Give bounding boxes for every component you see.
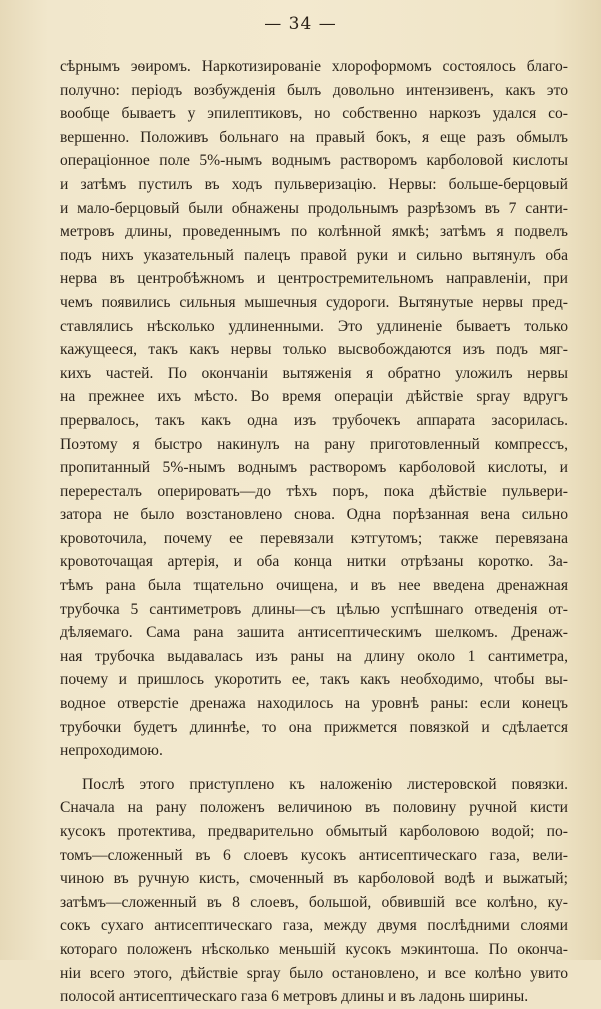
- text-line: чемъ появились сильныя мышечныя судороги. Вытянутые нервы пред-: [60, 293, 568, 311]
- text-line: ставлялись нѣсколько удлиненными. Это удлиненіе бываетъ только: [60, 317, 568, 335]
- text-line: водное отверстіе дренажа находилось на уровнѣ раны: если конецъ: [60, 695, 568, 713]
- text-line: Поэтому я быстро накинулъ на рану приготовленный компрессъ,: [60, 435, 568, 453]
- text-line: ная трубочка выдавалась изъ раны на длину около 1 сантиметра,: [60, 647, 568, 665]
- text-line: метровъ длины, проведеннымъ по колѣнной ямкѣ; затѣмъ я подвелъ: [60, 223, 568, 241]
- text-line: и мало-берцовый были обнажены продольнымъ разрѣзомъ въ 7 санти-: [60, 199, 568, 217]
- text-line: вообще бываетъ у эпилептиковъ, но собственно наркозъ удался со-: [60, 105, 568, 123]
- text-line: сокъ сухаго антисептическаго газа, между двумя послѣдними слоями: [60, 917, 568, 935]
- text-line: сѣрнымъ эѳиромъ. Наркотизированіе хлороформомъ состоялось благо-: [60, 58, 568, 75]
- paragraph-gap: [60, 763, 568, 773]
- text-line: кихъ частей. По окончаніи вытяженія я обратно уложилъ нервы: [60, 364, 568, 382]
- text-line: почему и пришлось укоротить ее, такъ какъ необходимо, чтобы вы-: [60, 671, 568, 689]
- page-number: — 34 —: [264, 14, 337, 34]
- text-line: на прежнее ихъ мѣсто. Во время операціи дѣйствіе spray вдругъ: [60, 388, 568, 406]
- text-line: вершенно. Положивъ больнаго на правый бокъ, я еще разъ обмылъ: [60, 128, 568, 146]
- text-line: подъ нихъ указательный палецъ правой руки и сильно вытянулъ оба: [60, 246, 568, 264]
- text-line: Сначала на рану положенъ величиною въ половину ручной кисти: [60, 799, 568, 817]
- text-line: кровоточила, почему ее перевязали кэтгутомъ; также перевязана: [60, 529, 568, 547]
- text-line: пропитанный 5%-нымъ воднымъ растворомъ карболовой кислоты, и: [60, 459, 568, 477]
- paragraph: [60, 773, 568, 1009]
- text-line: тѣмъ рана была тщательно очищена, и въ нее введена дренажная: [60, 577, 568, 595]
- paragraph: [60, 55, 568, 763]
- text-line: нерва въ центробѣжномъ и центростремительномъ направленіи, при: [60, 270, 568, 288]
- text-line: дѣляемаго. Сама рана зашита антисептическимъ шелкомъ. Дренаж-: [60, 624, 568, 642]
- text-line: непроходимою.: [60, 742, 163, 760]
- text-line: перересталъ оперировать—до тѣхъ поръ, пока дѣйствіе пульвери-: [60, 482, 568, 500]
- text-line: кажущееся, такъ какъ нервы только высвобождаются изъ подъ мяг-: [60, 341, 568, 359]
- text-line: чиною въ ручную кисть, смоченный въ карболовой водѣ и выжатый;: [60, 870, 568, 888]
- text-line: Послѣ этого приступлено къ наложенію листеровской повязки.: [82, 775, 568, 793]
- text-line: кровоточащая артерія, и оба конца нитки отрѣзаны коротко. За-: [60, 553, 568, 571]
- text-line: и затѣмъ пустилъ въ ходъ пульверизацію. Нервы: больше-берцовый: [60, 175, 568, 193]
- body-text: [60, 55, 568, 1009]
- text-line: операціонное поле 5%-нымъ воднымъ растворомъ карболовой кислоты: [60, 152, 568, 170]
- text-line: прервалось, такъ какъ одна изъ трубочекъ аппарата засорилась.: [60, 411, 568, 429]
- text-line: котораго положенъ нѣсколько меньшій кусокъ мэкинтоша. По оконча-: [60, 940, 568, 958]
- text-line: кусокъ протектива, предварительно обмытый карболовою водой; по-: [60, 823, 568, 840]
- text-line: полосой антисептическаго газа 6 метровъ длины и въ ладонь ширины.: [60, 988, 529, 1006]
- text-line: трубочка 5 сантиметровъ длины—съ цѣлью успѣшнаго отведенія от-: [60, 600, 568, 618]
- text-line: трубочки будетъ длиннѣе, то она прижмется повязкой и сдѣлается: [60, 718, 568, 736]
- text-line: томъ—сложенный въ 6 слоевъ кусокъ антисептическаго газа, вели-: [60, 846, 568, 864]
- text-line: ніи всего этого, дѣйствіе spray было остановлено, и все колѣно увито: [60, 964, 568, 982]
- text-line: затора не было возстановлено снова. Одна порѣзанная вена сильно: [60, 506, 568, 524]
- text-line: затѣмъ—сложенный въ 8 слоевъ, большой, обвившій все колѣно, ку-: [60, 893, 568, 911]
- text-line: получно: періодъ возбужденія былъ довольно интензивенъ, какъ это: [60, 81, 568, 99]
